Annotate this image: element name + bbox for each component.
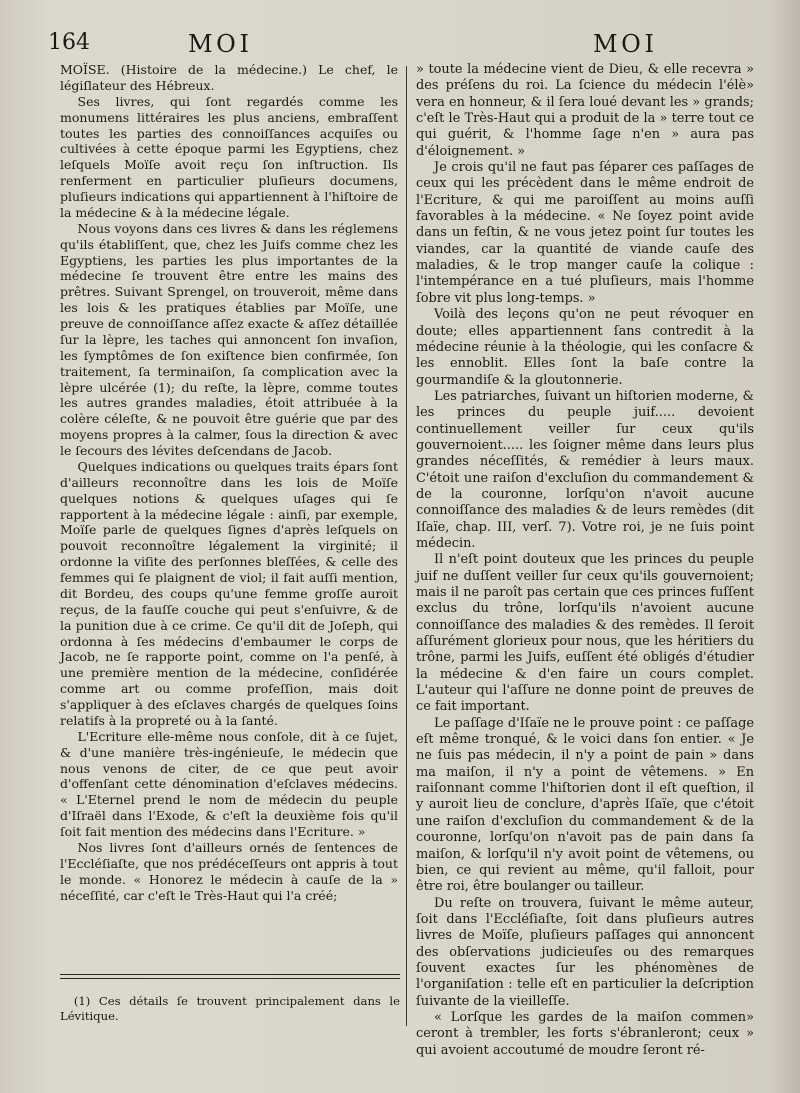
paragraph: Nous voyons dans ces livres & dans les réglemens qu'ils établiſſent, que, chez les Juifs comme chez les Egyptiens, les parties les plus importantes de la médecine ſe trouvent être entre les mains des prêtres. Suivant Sprengel, on trouveroit, même dans les lois & les pratiques établies par Moïſe, une preuve de connoiſſance aſſez exacte & aſſez détaillée ſur la lèpre, les taches qui annoncent ſon invaſion, les ſymptômes de ſon exiſtence bien confirmée, ſon traitement, ſa terminaiſon, ſa complication avec la lèpre ulcérée (1); du reſte, la lèpre, comme toutes les autres grandes maladies, étoit attribuée à la colère céleſte, & ne pouvoit être guérie que par des moyens propres à la calmer, ſous la direction & avec le ſecours des lévites deſcendans de Jacob.	[60, 220, 398, 458]
footnote-rule	[60, 974, 400, 979]
paragraph: Voilà des leçons qu'on ne peut révoquer en doute; elles appartiennent ſans contredit à la médecine réunie à la théologie, qui les conſacre & les ennoblit. Elles ſont la baſe contre la gourmandiſe & la gloutonnerie.	[416, 307, 754, 388]
paragraph: Il n'eſt point douteux que les princes du peuple juif ne duſſent veiller ſur ceux qu'ils gouvernoient; mais il ne paroît pas certain que ces princes fuſſent exclus du trône, lorſqu'ils n'avoient aucune connoiſſance des maladies & des remèdes. Il ſeroit aſſurément glorieux pour nous, que les héritiers du trône, parmi les Juifs, euſſent été obligés d'étudier la médecine & d'en faire un cours complet. L'auteur qui l'aſſure ne donne point de preuves de ce fait important.	[416, 552, 754, 715]
entry-heading-paragraph: MOÏSE. (Histoire de la médecine.) Le chef, le légiſlateur des Hébreux.	[60, 62, 398, 93]
paragraph: Nos livres ſont d'ailleurs ornés de ſentences de l'Eccléſiaſte, que nos prédéceſſeurs ont appris à tout le monde. « Honorez le médecin à cauſe de la » néceſſité, car c'eſt le Très-Haut qui l'a créé;	[60, 839, 398, 903]
running-head-left: MOI	[188, 30, 253, 58]
running-head-right: MOI	[593, 30, 658, 58]
paragraph: Quelques indications ou quelques traits épars ſont d'ailleurs reconnoître dans les lois de Moïſe quelques notions & quelques uſages qui ſe rapportent à la médecine légale : ainſi, par exemple, Moïſe parle de quelques ſignes d'après leſquels on pouvoit reconnoître légalement la virginité; il ordonne la viſite des perſonnes bleſſées, & celle des femmes qui ſe plaignent de viol; il fait auſſi mention, dit Bordeu, des coups qu'une femme groſſe auroit reçus, de la fauſſe couche qui peut s'enſuivre, & de la punition due à ce crime. Ce qu'il dit de Joſeph, qui ordonna à ſes médecins d'embaumer le corps de Jacob, ne ſe rapporte point, comme on l'a penſé, à une première mention de la médecine, conſidérée comme art ou comme profeſſion, mais doit s'appliquer à des eſclaves chargés de quelques ſoins relatifs à la propreté ou à la ſanté.	[60, 458, 398, 728]
left-column	[60, 62, 398, 903]
paragraph: L'Ecriture elle-même nous conſole, dit à ce ſujet, & d'une manière très-ingénieuſe, le médecin que nous venons de citer, de ce que peut avoir d'offenſant cette dénomination d'eſclaves médecins. « L'Eternel prend le nom de médecin du peuple d'Iſraël dans l'Exode, & c'eſt la deuxième fois qu'il ſoit fait mention des médecins dans l'Ecriture. »	[60, 728, 398, 839]
column-divider	[406, 66, 407, 1026]
footnote	[60, 994, 400, 1024]
footnote-text: (1) Ces détails ſe trouvent principalement dans le Lévitique.	[60, 994, 400, 1023]
paragraph: » toute la médecine vient de Dieu, & elle recevra » des préſens du roi. La ſcience du médecin l'élè» vera en honneur, & il ſera loué devant les » grands; c'eſt le Très-Haut qui a produit de la » terre tout ce qui guérit, & l'homme ſage n'en » aura pas d'éloignement. »	[416, 62, 754, 159]
paragraph: Ses livres, qui ſont regardés comme les monumens littéraires les plus anciens, embraſſent toutes les parties des connoiſſances acquiſes ou cultivées à cette époque parmi les Egyptiens, chez leſquels Moïſe avoit reçu ſon inſtruction. Ils renferment en particulier pluſieurs documens, pluſieurs indications qui appartiennent à l'hiſtoire de la médecine & à la médecine légale.	[60, 93, 398, 220]
paragraph: Du reſte on trouvera, ſuivant le même auteur, ſoit dans l'Eccléſiaſte, ſoit dans pluſieurs autres livres de Moïſe, pluſieurs paſſages qui annoncent des obſervations judicieuſes ou des remarques ſouvent exactes ſur les phénomènes de l'organiſation : telle eſt en particulier la deſcription ſuivante de la vieilleſſe.	[416, 895, 754, 1009]
paragraph: Je crois qu'il ne faut pas ſéparer ces paſſages de ceux qui les précèdent dans le même endroit de l'Ecriture, & qui me paroiſſent au moins auſſi favorables à la médecine. « Ne ſoyez point avide dans un feſtin, & ne vous jetez point ſur toutes les viandes, car la quantité de viande cauſe des maladies, & le trop manger cauſe la colique : l'intempérance en a tué pluſieurs, mais l'homme ſobre vit plus long-temps. »	[416, 160, 754, 306]
page-number: 164	[48, 30, 90, 55]
right-column	[416, 62, 754, 1059]
paragraph: « Lorſque les gardes de la maiſon commen» ceront à trembler, les forts s'ébranleront; ceux » qui avoient accoutumé de moudre ſeront ré-	[416, 1009, 754, 1058]
paragraph: Les patriarches, ſuivant un hiſtorien moderne, & les princes du peuple juif..... devoient continuellement veiller ſur ceux qu'ils gouvernoient..... les ſoigner même dans leurs plus grandes néceſſités, & remédier à leurs maux. C'étoit une raiſon d'excluſion du commandement & de la couronne, lorſqu'on n'avoit aucune connoiſſance des maladies & de leurs remèdes (dit Iſaïe, chap. III, verſ. 7). Votre roi, je ne ſuis point médecin.	[416, 388, 754, 551]
paragraph: Le paſſage d'Iſaïe ne le prouve point : ce paſſage eſt même tronqué, & le voici dans ſon entier. « Je ne ſuis pas médecin, il n'y a point de pain » dans ma maiſon, il n'y a point de vêtemens. » En raiſonnant comme l'hiſtorien dont il eſt queſtion, il y auroit lieu de conclure, d'après Iſaïe, que c'étoit une raiſon d'excluſion du commandement & de la couronne, lorſqu'on n'avoit pas de pain dans ſa maiſon, & lorſqu'il n'y avoit point de vêtemens, ou bien, ce qui revient au même, qu'il falloit, pour être roi, être boulanger ou tailleur.	[416, 715, 754, 895]
running-head	[48, 30, 780, 60]
